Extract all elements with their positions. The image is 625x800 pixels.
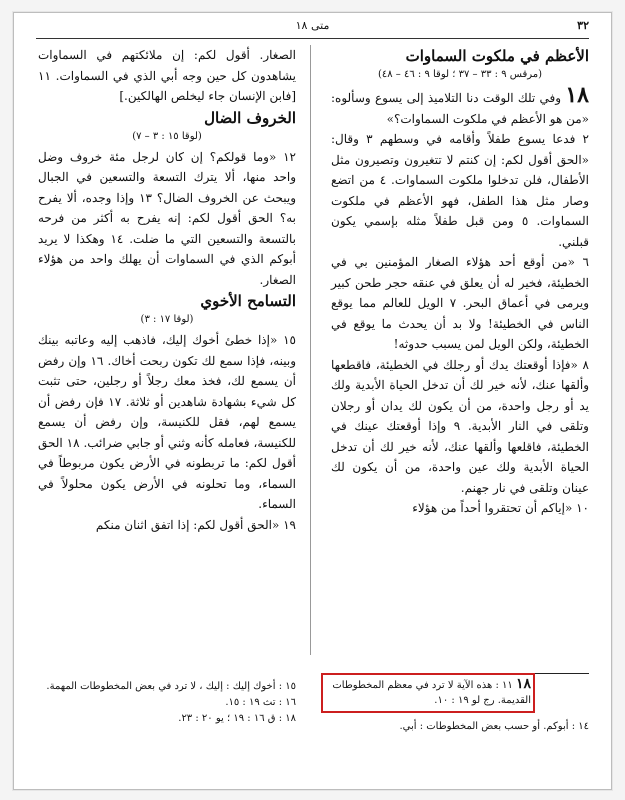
footnote-chapter-number: ١٨	[515, 676, 531, 692]
intro-paragraph: الصغار. أقول لكم: إن ملائكتهم في السماوات يشاهدون كل حين وجه أبي الذي في السماوات. ١١ [فابن الإنسان جاء ليخلص الهالكين.]	[38, 48, 296, 103]
section-reference: (لوقا ١٥ : ٣ – ٧)	[132, 130, 202, 142]
header-rule	[36, 38, 589, 39]
paragraph-3: ٦ «من أوقع أحد هؤلاء الصغار المؤمنين بي في الخطيئة، فخير له أن يعلق في عنقه حجر طحن كبير ويرمى في أعماق البحر. ٧ الويل للعالم مما يوقع الناس في الخطيئة! ولا بد أن يحدث ما يوقع في الخطيئة، ولكن الويل لمن يسبب حدوثه!	[331, 255, 590, 351]
section-reference: (مرقس ٩ : ٣٣ – ٣٧ ؛ لوقا ٩ : ٤٦ – ٤٨)	[377, 69, 543, 80]
section-reference: (لوقا ١٧ : ٣)	[140, 314, 194, 325]
paragraph-5: ١٠ «إياكم أن تحتقروا أحداً من هؤلاء	[412, 501, 589, 515]
right-column	[331, 45, 589, 519]
section-title-lost-sheep: الخروف الضال	[204, 108, 296, 127]
paragraph-2: ٢ فدعا يسوع طفلاً وأقامه في وسطهم ٣ وقال: «الحق أقول لكم: إن كنتم لا تتغيرون وتصيرون مثل الأطفال، فلن تدخلوا ملكوت السماوات. ٤ من اتضع وصار مثل هذا الطفل، فهو الأعظم في ملكوت السماوات. ٥ ومن قبل طفلاً مثله بإسمي يكون قبلني.	[331, 132, 589, 249]
footnote-14: ١٤ : أبوكم. أو حسب بعض المخطوطات : أبي.	[399, 721, 589, 732]
chapter-number: ١٨	[565, 82, 589, 108]
page-header	[36, 19, 589, 37]
section-title-greatest: الأعظم في ملكوت السماوات	[405, 47, 589, 65]
running-title: متى ١٨	[295, 19, 330, 32]
paragraph-1: ١٨ وفي تلك الوقت دنا التلاميذ إلى يسوع وسألوه: «من هو الأعظم في ملكوت السماوات؟»	[331, 82, 589, 126]
footnote-15: ١٥ : أخوك إليك : إليك ، لا ترد في بعض المخطوطات المهمة.	[46, 681, 296, 692]
closing-paragraph: ١٩ «الحق أقول لكم: إذا اتفق اثنان منكم	[95, 517, 296, 532]
footnote-18: ١٨ : ق ١٦ : ١٩ ؛ يو ٢٠ : ٢٣.	[178, 713, 296, 724]
column-separator	[310, 45, 311, 655]
paragraph-4: ٨ «فإذا أوقعتك يدك أو رجلك في الخطيئة، فاقطعها وألقها عنك، لأنه خير لك أن تدخل الحياة الأبدية ولك يد أو رجل واحدة، من أن يكون لك يدان أو رجلان وتلقى في النار الأبدية. ٩ وإذا أوقعتك عينك في الخطيئة، فاقلعها وألقها عنك، لأنه خير لك أن تدخل الحياة الأبدية ولك عين واحدة، من أن يكون لك عينان وتلقى في نار جهنم.	[331, 357, 589, 495]
forgiveness-paragraph: ١٥ «إذا خطئ أخوك إليك، فاذهب إليه وعاتبه بينك وبينه، فإذا سمع لك تكون ربحت أخاك. ١٦ وإن رفض أن يسمع لك، فخذ معك رجلاً أو رجلين، حتى تثبت كل شيء بشهادة شاهدين أو ثلاثة. ١٧ فإن رفض أن يسمع لهم، فقل للكنيسة، وإن رفض أن يسمع للكنيسة، فعامله كأنه وثني أو جابي ضرائب. ١٨ الحق أقول لكم: ما تربطونه في الأرض يكون مربوطاً في السماء، وما تحلونه في الأرض يكون محلولاً في السماء.	[38, 333, 297, 511]
footnote-text: ١١ : هذه الآية لا ترد في معظم المخطوطات القديمة. رج لو ١٩ : ١٠.	[332, 680, 531, 706]
footnote-16: ١٦ : تث ١٩ : ١٥.	[225, 697, 296, 708]
left-column	[38, 45, 296, 535]
lost-sheep-paragraph: ١٢ «وما قولكم؟ إن كان لرجل مئة خروف وضل واحد منها، ألا يترك التسعة والتسعين في الجبال ويبحث عن الخروف الضال؟ ١٣ وإذا وجده، ألا يفرح به؟ الحق أقول لكم: إنه يفرح به أكثر من فرحه بالتسعة والتسعين التي ما ضلت. ١٤ وهكذا لا يريد أبوكم الذي في السماوات أن يهلك واحد من هؤلاء الصغار.	[38, 149, 296, 287]
section-title-forgiveness: التسامح الأخوي	[200, 292, 296, 310]
highlighted-footnote	[325, 677, 531, 708]
book-page	[13, 12, 612, 790]
page-number: ٣٢	[577, 19, 589, 32]
